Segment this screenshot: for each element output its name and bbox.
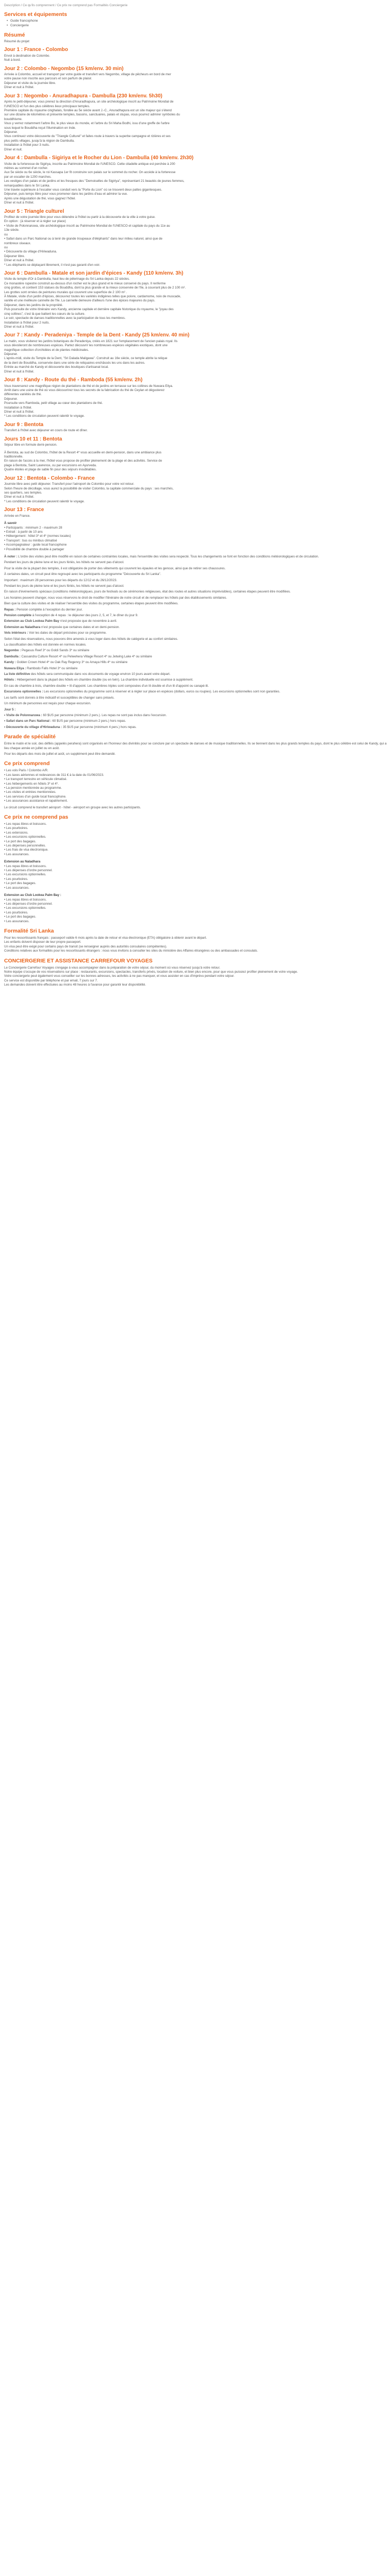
info-text: Rambodo Falls Hotel 3* ou similaire bbox=[27, 666, 78, 670]
day-line: Déjeuner, puis temps libre pour vous promener dans les jardins d'eau et admirer la vue. bbox=[4, 192, 128, 196]
info-paragraph bbox=[4, 684, 387, 688]
day-title: Jours 10 et 11 : Bentota bbox=[4, 436, 62, 442]
list-item: • Participants : minimum 2 - maximum 28 bbox=[4, 526, 62, 530]
day-line: Dîner et nuit à l'hôtel. bbox=[4, 86, 35, 90]
resume-subtitle: Résumé du projet bbox=[4, 40, 29, 44]
non-comprend-list bbox=[4, 822, 387, 857]
info-label: Jour 5 : bbox=[4, 707, 16, 711]
day-line: nombreux oiseaux. bbox=[4, 241, 31, 245]
breadcrumb: Description / Ce qu'ils comprennent / Ce prix ne comprend pas Formalités Conciergerie bbox=[4, 4, 128, 7]
day-block bbox=[4, 209, 387, 267]
day-line: traditionnelle. bbox=[4, 455, 23, 459]
list-item: • Le port des bagages. bbox=[4, 882, 37, 886]
day-line: Dîner et nuit à l'hôtel. bbox=[4, 369, 35, 374]
day-line: Le soir, spectacle de danses traditionnelles avec la participation de tous les membres. bbox=[4, 316, 126, 320]
day-line: • Découverte du village d'Hiriwaduna. bbox=[4, 250, 57, 254]
list-item: • Le port des bagages. bbox=[4, 839, 37, 843]
info-paragraph bbox=[4, 714, 387, 718]
day-line: En raison de l'accès à la mer, l'hôtel vous propose de profiter pleinement de la plage et des activités. Service de bbox=[4, 459, 162, 463]
day-line: Dîner et nuit à l'hôtel. bbox=[4, 201, 35, 205]
info-label: Excursions optionnelles : bbox=[4, 690, 43, 694]
day-title: Jour 8 : Kandy - Route du thé - Ramboda (55 km/env. 2h) bbox=[4, 377, 143, 383]
info-label: Vols intérieurs : bbox=[4, 631, 28, 635]
savoir-block bbox=[4, 521, 387, 552]
day-line: plus petits villages, jusqu'à la région de Dambulla. bbox=[4, 139, 75, 143]
info-label: • Visite de Polonnaruwa : bbox=[4, 713, 42, 717]
info-paragraph bbox=[4, 637, 387, 641]
day-line: L'après-midi, visite du Temple de la Dent, "Sri Dalada Maligawa". Construit au 16e siècle, ce temple abrite la relique bbox=[4, 357, 168, 361]
day-title: Jour 5 : Triangle culturel bbox=[4, 208, 64, 214]
day-line: cinq grottes, et contient 153 statues du Bouddha, dont la plus grande et la mieux conservée de l'île, à couvrant plus de 2 100 m². bbox=[4, 286, 186, 290]
day-line: • Safari dans un Parc National ou à tenir de grande troupeaux d'éléphants" dans leur milieu naturel, ainsi que de bbox=[4, 237, 162, 241]
list-item: • Les assurances assistance et rapatriement. bbox=[4, 799, 68, 803]
parade-title: Parade de spécialité bbox=[4, 734, 56, 740]
day-line: Entrée au marché de Kandy et découverte des boutiques d'artisanat local. bbox=[4, 365, 109, 369]
day-line: Une travée supérieure à l'escalier vous conduit vers la "Porte du Lion" où se trouvent deux pattes gigantesques. bbox=[4, 188, 162, 192]
parade-text: Entre le matin et le soir, des défilés (appelés perahera) sont organisés en l'honneur des divinités pour se conclure par un spectacle de danses et de musique traditionnelles. Ils se tiennent dans les plus grands temples du pays, dont le plus célèbre est celui de Kandy, qui a lieu chaque année en juillet ou en août. bbox=[4, 742, 387, 750]
list-item: • Conciergerie bbox=[10, 24, 387, 28]
info-label: Pension complète bbox=[4, 614, 31, 617]
info-text: En cas de chambre à trois, chambre double + lit d'appoint. Les chambres triples sont composées d'un lit double et d'un lit d'appoint ou canapé-lit. bbox=[4, 684, 209, 688]
info-paragraph bbox=[4, 696, 387, 700]
day-line: Quatre étoiles et plage de sable fin pour des séjours inoubliables. bbox=[4, 468, 97, 472]
extension2-list bbox=[4, 898, 387, 924]
concierge-list bbox=[4, 966, 387, 988]
info-paragraph bbox=[4, 572, 387, 577]
day-line: différentes variétés de thé. bbox=[4, 393, 42, 397]
day-block bbox=[4, 476, 387, 504]
info-paragraph bbox=[4, 555, 387, 559]
day-title: Jour 7 : Kandy - Peradeniya - Temple de la Dent - Kandy (25 km/env. 40 min) bbox=[4, 332, 190, 338]
list-item: Votre conciergerie peut également vous conseiller sur les bonnes adresses, les activités à ne pas manquer, et vous assister en cas d'imprévu pendant votre séjour. bbox=[4, 974, 235, 978]
day-title: Jour 2 : Colombo - Negombo (15 km/env. 30 min) bbox=[4, 65, 124, 72]
list-item: • Hébergement : hôtel 3* et 4* (normes locales) bbox=[4, 534, 71, 538]
services-title: Services et équipements bbox=[4, 12, 67, 18]
list-item: Notre équipe s'occupe de vos réservations sur place : restaurants, excursions, spectacles, transferts privés, location de voiture, et bien plus encore, pour que vous puissiez profiter pleinement de votre voyage. bbox=[4, 970, 298, 974]
info-paragraph bbox=[4, 608, 387, 612]
savoir-title: À savoir bbox=[4, 521, 17, 526]
day-line: Nuit à bord. bbox=[4, 58, 21, 62]
info-paragraph bbox=[4, 561, 387, 565]
day-line: votre pause non inscrite aux parcours et son parfum de plaisir. bbox=[4, 77, 92, 81]
concierge-title: CONCIERGERIE ET ASSISTANCE CARREFOUR VOYAGES bbox=[4, 958, 153, 964]
day-line: de la dent de Bouddha, conservée dans une série de reliquaires enchâssés les uns dans les autres. bbox=[4, 361, 145, 365]
day-line: Le matin, vous visiterez les jardins botaniques de Peradeniya, créés en 1821 sur l'emplacement de l'ancien palais royal. Ils bbox=[4, 339, 177, 343]
day-block bbox=[4, 507, 387, 518]
day-line: Arrivée en France. bbox=[4, 514, 30, 518]
day-line: Dîner et nuit à l'hôtel. bbox=[4, 325, 35, 329]
day-line: Vous continuez votre découverte du "Triangle Culturel" et faites route à travers la superbe campagne et rizières et ses bbox=[4, 134, 171, 139]
info-text: Pendant les jours de pleine lune et les jours fériés, les hôtels ne servent pas d'alcool. bbox=[4, 561, 124, 565]
list-item: • Les pourboires. bbox=[4, 910, 28, 914]
day-line: Dîner et nuit à l'hôtel. bbox=[4, 410, 35, 414]
day-title: Jour 12 : Bentota - Colombo - France bbox=[4, 475, 95, 481]
info-text: Cassandra Culture Resort 4* ou Pelwehera Village Resort 4* ou Jetwing Lake 4* ou similaire bbox=[21, 654, 152, 658]
day-line: Après le petit-déjeuner, vous prenez la direction d'Anuradhapura, un site archéologique inscrit au Patrimoine Mondial de bbox=[4, 100, 174, 104]
list-item: • Les repas libres et boissons. bbox=[4, 897, 47, 902]
info-paragraph bbox=[4, 719, 387, 723]
comprend-list bbox=[4, 769, 387, 803]
day-title: Jour 13 : France bbox=[4, 507, 44, 513]
comprend-title: Ce prix comprend bbox=[4, 761, 50, 767]
day-line: Arrivée à Colombo, accueil et transport par votre guide et transfert vers Negombo, village de pêcheurs en bord de mer bbox=[4, 73, 171, 76]
list-item: Les demandes doivent être effectuées au moins 48 heures à l'avance pour garantir leur disponibilité. bbox=[4, 983, 146, 987]
extension-title: Extension au Naladhara bbox=[4, 860, 41, 864]
list-item: Pour les ressortissants français : passeport valide 6 mois après la date de retour et visa électronique (ETA) obligatoire à obtenir avant le départ. bbox=[4, 936, 207, 940]
day-block bbox=[4, 436, 387, 448]
info-paragraph bbox=[4, 584, 387, 588]
info-paragraph bbox=[4, 725, 387, 730]
info-text: L'ordre des visites peut être modifié en raison de certaines contraintes locales, mais l'ensemble des visites sera respecté. Tous les changements se font en fonction des conditions météorologiques et de circulation. bbox=[18, 554, 319, 558]
list-item: • Les assurances. bbox=[4, 886, 29, 890]
day-line: * Les conditions de circulation peuvent ralentir le voyage. bbox=[4, 499, 85, 503]
day-block bbox=[4, 332, 387, 374]
list-item: • Les dépenses d'ordre personnel. bbox=[4, 902, 53, 906]
list-item: • Guide francophone bbox=[10, 19, 387, 24]
info-text: Pour la visite de la plupart des temples, il est obligatoire de porter des vêtements qui couvrent les épaules et les genoux, ainsi que de retirer ses chaussures. bbox=[4, 566, 226, 570]
info-text: n'est proposée que certaines dates et en demi-pension. bbox=[41, 625, 120, 629]
day-line: sous lequel le Bouddha reçut l'illumination en Inde. bbox=[4, 126, 76, 130]
info-paragraph bbox=[4, 602, 387, 606]
day-line: • Visite de Polonnaruwa, site archéologique inscrit au Patrimoine Mondial de l'UNESCO et capitale du pays du 11e au bbox=[4, 224, 170, 228]
list-item: • Les vols Paris / Colombo A/R. bbox=[4, 769, 48, 773]
list-item: • Les dépenses personnelles. bbox=[4, 844, 46, 848]
info-text: Pendant les jours de pleine lune et les jours fériés, les hôtels ne servent pas d'alcool. bbox=[4, 584, 124, 588]
day-line: Poursuite vers Ramboda, petit village au cœur des plantations de thé. bbox=[4, 401, 103, 405]
list-item: • Les hébergements en hôtels 3* et 4*. bbox=[4, 782, 59, 786]
day-line: Envol à destination de Colombo. bbox=[4, 54, 51, 58]
day-line: Selon l'heure de décollage, vous aurez la possibilité de visiter Colombo, la capitale commerciale du pays : ses marchés, bbox=[4, 486, 174, 490]
info-text: Les excursions optionnelles du programme sont à réserver et à régler sur place en espèces (dollars, euros ou roupies). Les excursions optionnelles sont non garanties. bbox=[44, 690, 281, 694]
itinerary bbox=[4, 47, 387, 518]
info-text: 60 $US par personne (minimum 2 pers.) hors repas. bbox=[52, 719, 126, 723]
day-line: Visite du temple d'Or à Dambulla, haut lieu de pèlerinage du Sri Lanka depuis 22 siècles. bbox=[4, 277, 130, 281]
info-label: Kandy : bbox=[4, 660, 16, 665]
day-line: ou bbox=[4, 245, 8, 249]
day-line: Installation à l'hôtel pour 2 nuits. bbox=[4, 320, 50, 325]
list-item: • Les pourboires. bbox=[4, 826, 28, 831]
list-item: • Extrait : à partir de 10 ans bbox=[4, 530, 43, 534]
non-comprend-title: Ce prix ne comprend pas bbox=[4, 815, 69, 820]
day-block bbox=[4, 377, 387, 419]
day-title: Jour 3 : Negombo - Anuradhapura - Dambulla (230 km/env. 5h30) bbox=[4, 93, 162, 99]
info-text: Voir les dates de départ précisées pour ce programme. bbox=[29, 631, 107, 635]
info-paragraph bbox=[4, 619, 387, 623]
info-paragraph bbox=[4, 667, 387, 671]
day-line: * Les éléphants se déplaçant librement, il n'est pas garanti d'en voir. bbox=[4, 263, 101, 267]
day-line: Vous traverserez une magnifique région de plantations de thé et de jardins en terrasse sur les collines de Nuwara Eliya. bbox=[4, 384, 173, 388]
day-title: Jour 1 : France - Colombo bbox=[4, 47, 68, 53]
day-block bbox=[4, 451, 387, 472]
info-paragraph bbox=[4, 660, 387, 665]
info-text: Hébergement dans la plupart des hôtels en chambre double (ou en twin). La chambre individuelle est soumise à supplément. bbox=[17, 678, 193, 682]
info-paragraph bbox=[4, 649, 387, 653]
info-text: La classification des hôtels est donnée en normes locales. bbox=[4, 643, 87, 647]
list-item: • Possibilité de chambre double à partager bbox=[4, 547, 64, 551]
info-text: Les horaires peuvent changer, nous vous réservons le droit de modifier l'itinéraire de notre circuit et de remplacer les hôtels par des établissements similaires. bbox=[4, 596, 227, 600]
info-label: À noter : bbox=[4, 554, 18, 558]
list-item: • Les repas libres et boissons. bbox=[4, 822, 47, 826]
info-text: 35 $US par personne (minimum 4 pers.) hors repas. bbox=[62, 725, 137, 729]
info-label: • Découverte du village d'Hiriwaduna : bbox=[4, 725, 62, 729]
info-text: Bien que la culture des visites et de réaliser l'ensemble des visites du programme, certaines étapes peuvent être modifiées. bbox=[4, 602, 178, 606]
info-text: Les tarifs sont donnés à titre indicatif et susceptibles de changer sans préavis. bbox=[4, 696, 115, 700]
info-label: • Safari dans un Parc National : bbox=[4, 719, 52, 723]
info-label: Hôtels : bbox=[4, 678, 16, 682]
info-label: Repas : bbox=[4, 607, 16, 612]
day-block bbox=[4, 422, 387, 433]
info-label: Extension au Club Lookea Palm Bay bbox=[4, 619, 59, 623]
list-item: Les enfants doivent disposer de leur propre passeport. bbox=[4, 940, 82, 944]
info-text: à l'exception de 4 repas : le déjeuner des jours 2, 5, et 7, le dîner du jour 9. bbox=[32, 614, 138, 617]
day-line: Profitez de votre journée libre pour vous détendre à l'hôtel ou partir à la découverte de la ville à votre guise. bbox=[4, 215, 156, 219]
parade-text-2: Pour les départs des mois de juillet et août, un supplément peut être demandé. bbox=[4, 752, 116, 756]
day-title: Jour 9 : Bentota bbox=[4, 421, 44, 428]
list-item: • Les visites et entrées mentionnées. bbox=[4, 790, 56, 794]
day-line: 13e siècle. bbox=[4, 228, 20, 232]
day-line: plage à Bentota, Saint Lawrence, ou par excursions en Ayurveda. bbox=[4, 463, 97, 467]
info-paragraph bbox=[4, 631, 387, 635]
list-item: • Les services d'un guide local francophone. bbox=[4, 794, 67, 799]
list-item: • Les pourboires. bbox=[4, 877, 28, 881]
day-line: vanille et une meilleure cannelle de l'île. La cannelle demeure d'ailleurs l'une des épices majeures du pays. bbox=[4, 299, 155, 303]
day-line: Journée libre avec petit déjeuner. Transfert pour l'aéroport de Colombo pour votre vol retour. bbox=[4, 482, 135, 486]
day-line: vous dévoileront de nombreuses espèces. Partez découvrir les nombreuses espèces végétales exotiques, dont une bbox=[4, 344, 168, 348]
day-line: magnifique collection d'orchidées et de plantes médicinales. bbox=[4, 348, 89, 352]
info-text: Selon l'état des réservations, nous pouvons être amenés à vous loger dans des hôtels de catégorie et au confort similaires. bbox=[4, 637, 178, 641]
services-list bbox=[10, 19, 387, 28]
day-line: mètres au sommet d'un rocher. bbox=[4, 166, 48, 170]
info-text: 60 $US par personne (minimum 2 pers.). Les repas ne sont pas inclus dans l'excursion. bbox=[43, 713, 167, 717]
day-line: Dîner et nuit à l'hôtel. bbox=[4, 259, 35, 263]
list-item: • Les assurances. bbox=[4, 852, 29, 856]
day-block bbox=[4, 66, 387, 90]
list-item: Ce service est disponible par téléphone et par email, 7 jours sur 7. bbox=[4, 978, 98, 982]
list-item: • La pension mentionnée au programme. bbox=[4, 786, 62, 790]
day-line: Puis poursuite de votre itinéraire vers Kandy, ancienne capitale et dernière capitale historique du royaume, le "joyau des bbox=[4, 308, 174, 312]
day-block bbox=[4, 47, 387, 62]
info-paragraph bbox=[4, 708, 387, 712]
list-item: • Les frais de visa électronique. bbox=[4, 848, 48, 852]
info-label: Extension au Naladhara bbox=[4, 625, 41, 629]
day-line: Ce monastère rupestre construit au-dessus d'un rocher est le plus grand et le mieux conservé du pays. Il renferme bbox=[4, 281, 166, 285]
day-line: Vous y verrez notamment l'arbre Bo, le plus vieux du monde, et l'arbre du Sri Maha Bodhi, issu d'une greffe de l'arbre bbox=[4, 122, 170, 126]
day-line: Les vestiges d'un palais et de jardins et les fresques des "Demoiselles de Sigiriya", représentant 21 beautés de jeunes femmes, bbox=[4, 179, 185, 183]
info-paragraph bbox=[4, 655, 387, 659]
savoir-list bbox=[4, 526, 387, 552]
info-label: Nuwara Eliya : bbox=[4, 666, 26, 670]
info-text: Pension complète à l'exception du dernier jour. bbox=[17, 607, 83, 612]
info-text: Golden Crown Hotel 4* ou Oak Ray Regency 3* ou Amaya Hills 4* ou similaire bbox=[17, 660, 128, 665]
info-paragraph bbox=[4, 625, 387, 630]
list-item: • Transport : bus ou minibus climatisé bbox=[4, 538, 57, 543]
day-line: Visite de la forteresse de Sigiriya, inscrite au Patrimoine Mondial de l'UNESCO. Cette citadelle antique est perchée à 200 bbox=[4, 162, 175, 166]
day-line: Aux 5e siècle ou 6e siècle, le roi Kassapa 1er fit construire son palais sur le sommet du rocher. On accède à la forteresse bbox=[4, 171, 176, 175]
list-item: • Les excursions optionnelles. bbox=[4, 873, 46, 877]
info-label: Negombo : bbox=[4, 649, 21, 653]
info-paragraph bbox=[4, 590, 387, 594]
info-paragraph bbox=[4, 567, 387, 571]
day-line: Déjeuner. bbox=[4, 352, 18, 357]
list-item: Conditions relatives aux formalités pour les ressortissants étrangers : nous vous invitons à consulter les sites du ministère des Affaires étrangères ou des ambassades et consulats. bbox=[4, 949, 258, 953]
info-paragraph bbox=[4, 690, 387, 694]
day-line: Les grottes sont ornées de peintures murales qui couvrent une superficie de 2 100 m² . bbox=[4, 290, 127, 294]
day-line: Arrêt dans une usine de thé où vous découvrirez tous les secrets de la fabrication du thé de Ceylan et dégusterez bbox=[4, 388, 165, 392]
info-text: n'est proposée que de novembre à avril. bbox=[60, 619, 117, 623]
day-line: Première capitale du royaume cinghalais, fondée au 5e siècle avant J.-C., Anuradhapura est un site majeur qui s'étend bbox=[4, 108, 172, 112]
day-block bbox=[4, 155, 387, 206]
day-line: bouddhisme. bbox=[4, 117, 23, 121]
day-line: Dîner et nuit. bbox=[4, 147, 23, 151]
info-paragraph bbox=[4, 579, 387, 583]
day-line: remarquables dans le Sri Lanka. bbox=[4, 183, 51, 188]
list-item: Le Conciergerie Carrefour Voyages s'engage à vous accompagner dans la préparation de votre séjour, du moment où vous réservez jusqu'à votre retour. bbox=[4, 965, 220, 970]
day-line: En option : (à réserver et à régler sur place) bbox=[4, 219, 66, 224]
day-line: Transfert à l'hôtel avec déjeuner en cours de route et dîner. bbox=[4, 429, 88, 433]
infos-block bbox=[4, 555, 387, 730]
resume-title: Résumé bbox=[4, 32, 25, 39]
list-item: • Le port des bagages. bbox=[4, 915, 37, 919]
day-line: Déjeuner. bbox=[4, 397, 18, 401]
extension-list bbox=[4, 865, 387, 890]
info-paragraph bbox=[4, 672, 387, 676]
day-title: Jour 6 : Dambulla - Matale et son jardin d'épices - Kandy (110 km/env. 3h) bbox=[4, 270, 184, 276]
day-line: * Les conditions de circulation peuvent ralentir le voyage. bbox=[4, 414, 85, 418]
day-line: Déjeuner. bbox=[4, 130, 18, 134]
extension2-title: Extension au Club Lookea Palm Bay : bbox=[4, 893, 61, 897]
day-title: Jour 4 : Dambulla - Sigiriya et le Rocher du Lion - Dambulla (40 km/env. 2h30) bbox=[4, 155, 194, 161]
day-line: Séjour libre en formule demi-pension. bbox=[4, 443, 57, 447]
list-item: • Les taxes aériennes et redevances de 311 € à la date du 01/06/2023. bbox=[4, 773, 104, 777]
day-block bbox=[4, 270, 387, 329]
day-line: sur une dizaine de kilomètres et présente temples, bassins, sanctuaires, palais et stupas, vous pourrez admirer symboles du bbox=[4, 113, 180, 117]
info-paragraph bbox=[4, 702, 387, 706]
info-label: Dambulla : bbox=[4, 654, 21, 658]
day-line: ses quartiers, ses temples. bbox=[4, 490, 42, 495]
day-line: À Matale, visite d'un jardin d'épices, découvrez toutes les variétés indigènes telles que poivre, cardamome, noix de muscade, bbox=[4, 295, 181, 299]
list-item: Un visa peut être exigé pour certains pays de transit (se renseigner auprès des autorités consulaires compétentes). bbox=[4, 944, 167, 948]
formalite-title: Formalité Sri Lanka bbox=[4, 928, 54, 934]
day-line: cinq collines", c'est là que battent les cœurs de la culture. bbox=[4, 312, 86, 316]
list-item: • Les excursions optionnelles. bbox=[4, 906, 46, 910]
info-text: des hôtels sera communiquée dans vos documents de voyage environ 10 jours avant votre départ. bbox=[30, 672, 171, 676]
comprend-note: Le circuit comprend le transfert aéroport - hôtel - aéroport en groupe avec les autres participants. bbox=[4, 805, 141, 809]
day-line: Après une dégustation de thé, vous gagnez l'hôtel. bbox=[4, 196, 76, 200]
day-line: par un escalier de 1200 marches. bbox=[4, 175, 52, 179]
day-line: Déjeuner, dans les jardins de la propriété. bbox=[4, 303, 63, 307]
list-item: • Accompagnateur : guide local francophone bbox=[4, 543, 67, 547]
day-line: Déjeuner et visite du la journée libre. bbox=[4, 81, 56, 85]
formalite-list bbox=[4, 936, 387, 954]
info-text: Un minimum de personnes est requis pour chaque excursion. bbox=[4, 702, 91, 706]
list-item: • Les excursions optionnelles. bbox=[4, 835, 46, 839]
info-paragraph bbox=[4, 678, 387, 682]
info-text: À certaines dates, un circuit peut être regroupé avec les participants du programme "Découverte du Sri Lanka". bbox=[4, 572, 161, 577]
day-line: Installation à l'hôtel. bbox=[4, 405, 32, 410]
list-item: • Le transport terrestre en véhicule climatisé. bbox=[4, 777, 68, 782]
day-line: Dîner et nuit à l'hôtel. bbox=[4, 495, 35, 499]
info-paragraph bbox=[4, 643, 387, 647]
info-text: Pegasus Reef 3* ou Goldi Sands 3* ou similaire bbox=[22, 649, 90, 653]
day-line: l'UNESCO et l'un des plus célèbres lieux principaux temples. bbox=[4, 104, 90, 108]
info-text: En raison d'événements spéciaux (conditions météorologiques, jours de festivals ou de cérémonies religieuses, état des routes et autres situations imprévisibles), certaines étapes peuvent être modifiées. bbox=[4, 590, 291, 594]
list-item: • Les assurances. bbox=[4, 919, 29, 923]
day-line: ou bbox=[4, 232, 8, 236]
day-line: Déjeuner libre. bbox=[4, 254, 25, 258]
list-item: • Les repas libres et boissons. bbox=[4, 864, 47, 868]
info-paragraph bbox=[4, 614, 387, 618]
info-text: Important : maximum 28 personnes pour les départs du 12/12 et du 26/12/2023. bbox=[4, 578, 118, 582]
day-line: À Bentota, au sud de Colombo, l'hôtel de la Resort 4* vous accueille en demi-pension, dans une ambiance plus bbox=[4, 450, 161, 454]
info-paragraph bbox=[4, 596, 387, 600]
list-item: • Les dépenses d'ordre personnel. bbox=[4, 869, 53, 873]
list-item: • Les extensions. bbox=[4, 831, 28, 835]
info-label: La liste définitive bbox=[4, 672, 30, 676]
day-line: Installation à l'hôtel pour 3 nuits. bbox=[4, 143, 50, 147]
day-block bbox=[4, 93, 387, 152]
